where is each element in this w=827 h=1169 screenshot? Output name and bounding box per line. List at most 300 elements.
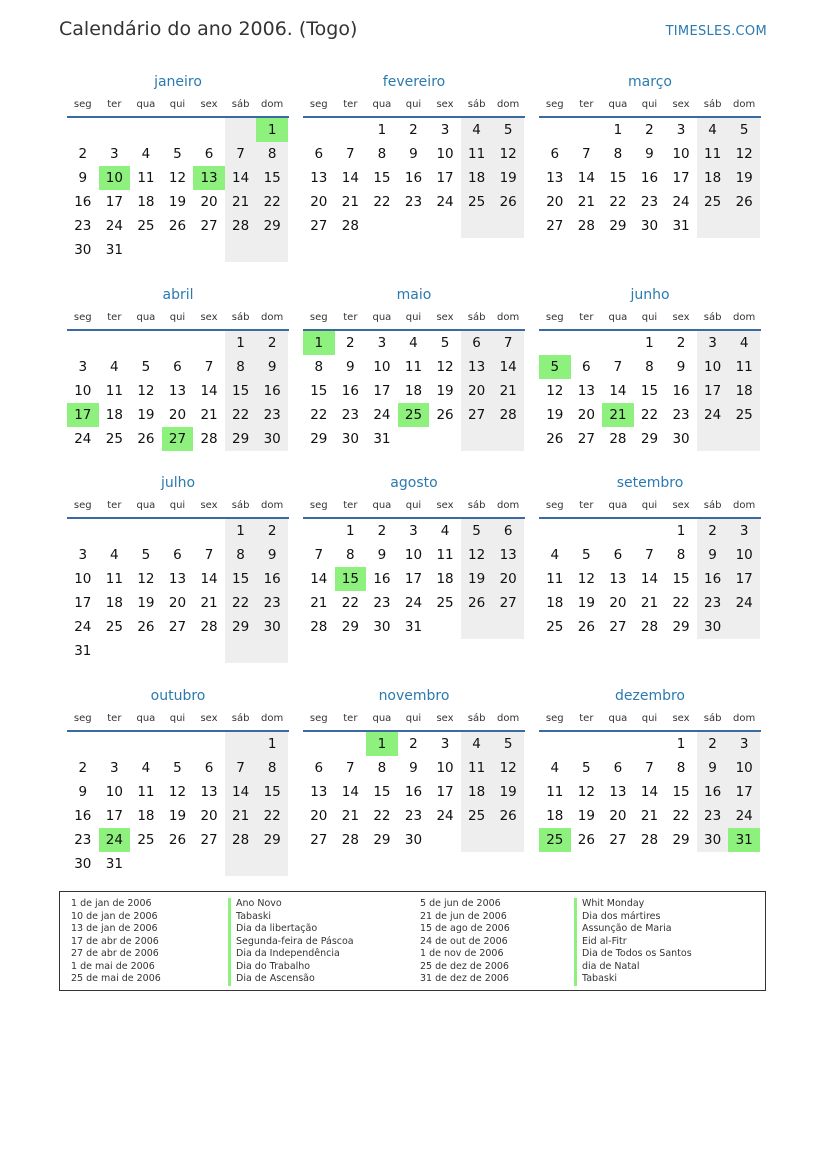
day-cell: 4 xyxy=(461,118,493,142)
weekday-label: sex xyxy=(436,499,454,511)
month-name: abril xyxy=(162,287,194,303)
day-cell: 22 xyxy=(256,804,288,828)
day-cell: 16 xyxy=(672,383,690,399)
month-abril xyxy=(67,285,289,451)
weekday-label: sáb xyxy=(467,311,486,323)
day-cell: 20 xyxy=(609,595,627,611)
empty-cell xyxy=(429,828,461,852)
day-cell: 2 xyxy=(645,122,654,138)
legend-holiday-name: Tabaski xyxy=(574,973,692,986)
day-cell: 17 xyxy=(373,383,391,399)
day-cell: 21 xyxy=(225,190,257,214)
legend-dates-left xyxy=(71,898,161,986)
day-cell: 14 xyxy=(225,166,257,190)
day-cell: 9 xyxy=(676,359,686,375)
day-cell: 8 xyxy=(256,142,288,166)
day-cell: 25 xyxy=(105,431,123,447)
day-cell: 21 xyxy=(640,808,659,824)
empty-cell xyxy=(571,331,603,355)
weekday-label: sáb xyxy=(231,499,250,511)
day-cell: 13 xyxy=(200,784,218,800)
day-cell: 9 xyxy=(78,784,88,800)
day-cell: 15 xyxy=(640,383,659,399)
day-cell: 14 xyxy=(341,784,359,800)
weekday-label: ter xyxy=(107,499,122,511)
empty-cell xyxy=(67,118,99,142)
day-cell: 26 xyxy=(137,431,155,447)
day-cell: 17 xyxy=(105,194,123,210)
weekday-label: sáb xyxy=(703,98,722,110)
weekday-label: sex xyxy=(672,712,690,724)
day-cell: 30 xyxy=(341,431,359,447)
empty-cell xyxy=(193,118,225,142)
day-cell: 24 xyxy=(697,403,729,427)
day-cell: 28 xyxy=(341,218,359,234)
day-cell: 24 xyxy=(436,808,454,824)
day-cell: 24 xyxy=(404,595,423,611)
day-cell: 18 xyxy=(546,595,564,611)
day-cell: 6 xyxy=(314,146,324,162)
day-cell: 22 xyxy=(310,407,328,423)
day-cell: 21 xyxy=(310,595,328,611)
empty-cell xyxy=(398,214,430,238)
weekday-header xyxy=(539,305,761,331)
day-cell: 19 xyxy=(546,407,564,423)
legend-names-right xyxy=(574,898,692,986)
empty-cell xyxy=(461,427,493,451)
day-cell: 27 xyxy=(310,832,328,848)
day-cell: 3 xyxy=(409,523,418,539)
day-cell: 7 xyxy=(204,547,214,563)
day-cell: 5 xyxy=(141,547,151,563)
day-cell: 13 xyxy=(310,784,328,800)
legend-date: 10 de jan de 2006 xyxy=(71,910,158,922)
day-cell: 6 xyxy=(613,547,623,563)
day-cell: 5 xyxy=(492,118,524,142)
day-cell: 16 xyxy=(74,194,92,210)
day-cell: 9 xyxy=(377,547,387,563)
day-cell: 17 xyxy=(436,784,454,800)
empty-cell xyxy=(256,852,288,876)
day-cell: 11 xyxy=(697,142,729,166)
weekday-header xyxy=(303,92,525,118)
weekday-label: qua xyxy=(136,712,156,724)
holiday-day-cell: 1 xyxy=(366,732,398,756)
legend-holiday-name: Eid al-Fitr xyxy=(574,936,692,949)
day-cell: 3 xyxy=(110,146,119,162)
day-cell: 19 xyxy=(492,166,524,190)
empty-cell xyxy=(634,732,666,756)
day-cell: 25 xyxy=(436,595,454,611)
day-cell: 27 xyxy=(609,832,627,848)
day-cell: 15 xyxy=(225,379,257,403)
empty-cell xyxy=(99,331,131,355)
empty-cell xyxy=(492,828,524,852)
weekday-label: sex xyxy=(672,98,690,110)
day-cell: 1 xyxy=(676,736,686,752)
day-cell: 17 xyxy=(697,379,729,403)
day-cell: 2 xyxy=(697,732,729,756)
day-cell: 22 xyxy=(373,194,391,210)
day-cell: 14 xyxy=(200,571,218,587)
day-cell: 29 xyxy=(256,214,288,238)
weekday-label: qui xyxy=(641,98,658,110)
day-cell: 5 xyxy=(173,146,182,162)
day-cell: 17 xyxy=(672,170,690,186)
day-cell: 6 xyxy=(492,519,524,543)
day-cell: 27 xyxy=(492,591,524,615)
legend-names-left xyxy=(228,898,354,986)
holiday-day-cell: 15 xyxy=(335,567,367,591)
day-cell: 19 xyxy=(577,808,595,824)
day-cell: 5 xyxy=(582,547,591,563)
legend-holiday-name: Segunda-feira de Páscoa xyxy=(228,936,354,949)
day-cell: 22 xyxy=(609,194,627,210)
day-cell: 18 xyxy=(137,194,155,210)
day-cell: 3 xyxy=(440,122,450,138)
day-cell: 30 xyxy=(672,431,690,447)
legend-holiday-name: Dia de Todos os Santos xyxy=(574,948,692,961)
day-cell: 2 xyxy=(256,331,288,355)
legend-date: 13 de jan de 2006 xyxy=(71,923,158,934)
empty-cell xyxy=(492,214,524,238)
day-cell: 2 xyxy=(409,122,418,138)
empty-cell xyxy=(539,118,571,142)
day-cell: 24 xyxy=(74,619,92,635)
day-cell: 20 xyxy=(200,194,218,210)
day-cell: 11 xyxy=(137,784,155,800)
day-cell: 13 xyxy=(168,571,187,587)
day-cell: 14 xyxy=(577,170,595,186)
day-cell: 4 xyxy=(141,146,151,162)
day-cell: 11 xyxy=(105,571,123,587)
empty-cell xyxy=(130,732,162,756)
day-cell: 1 xyxy=(225,331,257,355)
day-cell: 5 xyxy=(141,359,151,375)
day-cell: 10 xyxy=(728,756,760,780)
day-cell: 11 xyxy=(105,383,123,399)
day-grid xyxy=(67,732,289,876)
empty-cell xyxy=(99,118,131,142)
day-cell: 5 xyxy=(492,732,524,756)
month-name: novembro xyxy=(378,688,450,704)
day-cell: 28 xyxy=(225,214,257,238)
day-cell: 16 xyxy=(404,170,423,186)
day-cell: 29 xyxy=(256,828,288,852)
legend-date: 1 de mai de 2006 xyxy=(71,960,155,972)
weekday-label: sex xyxy=(200,311,218,323)
day-cell: 3 xyxy=(377,335,387,351)
weekday-label: seg xyxy=(73,499,92,511)
day-cell: 21 xyxy=(200,407,218,423)
empty-cell xyxy=(492,615,524,639)
legend-date: 27 de abr de 2006 xyxy=(71,948,159,959)
weekday-label: ter xyxy=(579,712,594,724)
holiday-day-cell: 13 xyxy=(193,166,225,190)
empty-cell xyxy=(571,732,603,756)
day-cell: 15 xyxy=(310,383,328,399)
day-cell: 19 xyxy=(492,780,524,804)
day-cell: 26 xyxy=(137,619,155,635)
weekday-label: qua xyxy=(136,98,156,110)
day-cell: 20 xyxy=(492,567,524,591)
day-cell: 22 xyxy=(341,595,359,611)
day-cell: 13 xyxy=(310,170,328,186)
day-cell: 26 xyxy=(546,431,564,447)
day-cell: 14 xyxy=(225,780,257,804)
day-cell: 9 xyxy=(409,146,418,162)
day-cell: 18 xyxy=(404,383,423,399)
day-cell: 1 xyxy=(256,732,288,756)
weekday-label: qua xyxy=(136,311,156,323)
day-cell: 31 xyxy=(105,242,123,258)
weekday-label: sáb xyxy=(467,499,486,511)
day-cell: 18 xyxy=(436,571,454,587)
day-cell: 18 xyxy=(105,595,123,611)
day-cell: 14 xyxy=(310,571,328,587)
weekday-header xyxy=(303,706,525,732)
day-cell: 28 xyxy=(609,431,627,447)
day-cell: 13 xyxy=(492,543,524,567)
day-cell: 24 xyxy=(436,194,454,210)
empty-cell xyxy=(162,639,194,663)
day-cell: 18 xyxy=(461,780,493,804)
legend-holiday-name: Tabaski xyxy=(228,911,354,924)
day-cell: 6 xyxy=(613,760,623,776)
day-cell: 2 xyxy=(697,519,729,543)
empty-cell xyxy=(429,615,461,639)
day-cell: 11 xyxy=(436,547,454,563)
day-cell: 13 xyxy=(546,170,564,186)
day-cell: 6 xyxy=(173,359,182,375)
empty-cell xyxy=(99,519,131,543)
day-cell: 29 xyxy=(341,619,359,635)
day-cell: 16 xyxy=(697,780,729,804)
day-cell: 8 xyxy=(676,760,686,776)
weekday-label: ter xyxy=(107,311,122,323)
empty-cell xyxy=(602,519,634,543)
day-cell: 18 xyxy=(546,808,564,824)
day-grid xyxy=(539,331,761,451)
day-cell: 10 xyxy=(697,355,729,379)
day-cell: 25 xyxy=(461,190,493,214)
day-grid xyxy=(303,331,525,451)
day-cell: 25 xyxy=(546,619,564,635)
day-cell: 14 xyxy=(492,355,524,379)
day-cell: 4 xyxy=(110,547,119,563)
empty-cell xyxy=(162,519,194,543)
day-cell: 30 xyxy=(404,832,423,848)
day-cell: 19 xyxy=(168,808,187,824)
day-cell: 29 xyxy=(225,615,257,639)
day-cell: 21 xyxy=(577,194,595,210)
month-novembro xyxy=(303,686,525,852)
day-grid xyxy=(303,519,525,639)
day-cell: 23 xyxy=(404,194,423,210)
weekday-label: ter xyxy=(579,499,594,511)
day-cell: 29 xyxy=(225,427,257,451)
weekday-label: sex xyxy=(672,311,690,323)
weekday-label: seg xyxy=(309,712,328,724)
day-cell: 25 xyxy=(137,218,155,234)
brand-link[interactable]: TIMESLES.COM xyxy=(665,24,767,39)
day-cell: 21 xyxy=(200,595,218,611)
month-name: outubro xyxy=(150,688,206,704)
month-março xyxy=(539,72,761,238)
day-cell: 12 xyxy=(728,142,760,166)
legend-date: 1 de jan de 2006 xyxy=(71,898,152,909)
day-cell: 17 xyxy=(728,780,760,804)
empty-cell xyxy=(461,615,493,639)
weekday-label: sáb xyxy=(467,98,486,110)
day-cell: 13 xyxy=(577,383,595,399)
day-cell: 26 xyxy=(436,407,454,423)
day-cell: 18 xyxy=(728,379,760,403)
empty-cell xyxy=(162,118,194,142)
day-cell: 10 xyxy=(404,547,423,563)
day-grid xyxy=(539,519,761,639)
day-cell: 16 xyxy=(256,567,288,591)
weekday-label: seg xyxy=(309,499,328,511)
month-setembro xyxy=(539,473,761,639)
weekday-label: sex xyxy=(436,712,454,724)
day-cell: 23 xyxy=(256,403,288,427)
day-cell: 8 xyxy=(377,760,387,776)
day-cell: 19 xyxy=(461,567,493,591)
day-cell: 28 xyxy=(492,403,524,427)
day-cell: 2 xyxy=(346,335,355,351)
day-cell: 7 xyxy=(346,146,355,162)
day-cell: 14 xyxy=(200,383,218,399)
weekday-label: sex xyxy=(200,98,218,110)
day-cell: 2 xyxy=(676,335,686,351)
day-cell: 26 xyxy=(168,218,187,234)
day-grid xyxy=(67,331,289,451)
empty-cell xyxy=(162,852,194,876)
day-cell: 30 xyxy=(74,242,92,258)
day-cell: 9 xyxy=(256,543,288,567)
day-cell: 28 xyxy=(310,619,328,635)
weekday-label: seg xyxy=(73,98,92,110)
empty-cell xyxy=(303,732,335,756)
day-cell: 5 xyxy=(728,118,760,142)
holiday-day-cell: 10 xyxy=(99,166,131,190)
empty-cell xyxy=(602,331,634,355)
day-cell: 26 xyxy=(168,832,187,848)
weekday-label: qua xyxy=(608,311,628,323)
holiday-day-cell: 21 xyxy=(602,403,634,427)
day-cell: 16 xyxy=(256,379,288,403)
legend-holiday-name: dia de Natal xyxy=(574,961,692,974)
day-cell: 9 xyxy=(697,756,729,780)
month-name: fevereiro xyxy=(382,74,446,90)
empty-cell xyxy=(398,427,430,451)
weekday-label: dom xyxy=(261,98,284,110)
day-cell: 7 xyxy=(645,547,654,563)
day-cell: 7 xyxy=(204,359,214,375)
day-cell: 24 xyxy=(728,804,760,828)
weekday-label: seg xyxy=(545,98,564,110)
day-cell: 29 xyxy=(640,431,659,447)
day-cell: 9 xyxy=(78,170,88,186)
day-grid xyxy=(303,732,525,852)
empty-cell xyxy=(162,331,194,355)
weekday-header xyxy=(67,305,289,331)
day-cell: 9 xyxy=(645,146,654,162)
empty-cell xyxy=(99,639,131,663)
day-cell: 23 xyxy=(672,407,690,423)
empty-cell xyxy=(571,519,603,543)
day-cell: 12 xyxy=(436,359,454,375)
day-cell: 10 xyxy=(373,359,391,375)
day-cell: 28 xyxy=(200,619,218,635)
empty-cell xyxy=(130,639,162,663)
day-cell: 26 xyxy=(492,804,524,828)
day-cell: 15 xyxy=(672,571,690,587)
day-cell: 7 xyxy=(645,760,654,776)
day-cell: 15 xyxy=(256,780,288,804)
day-cell: 1 xyxy=(613,122,623,138)
holiday-day-cell: 25 xyxy=(539,828,571,852)
weekday-label: qui xyxy=(169,98,186,110)
day-cell: 18 xyxy=(137,808,155,824)
weekday-label: qua xyxy=(608,499,628,511)
day-cell: 19 xyxy=(137,595,155,611)
day-cell: 20 xyxy=(168,595,187,611)
day-cell: 25 xyxy=(105,619,123,635)
day-cell: 1 xyxy=(676,523,686,539)
weekday-label: ter xyxy=(343,712,358,724)
weekday-label: dom xyxy=(733,499,756,511)
weekday-label: ter xyxy=(343,98,358,110)
empty-cell xyxy=(193,331,225,355)
day-cell: 3 xyxy=(728,732,760,756)
month-fevereiro xyxy=(303,72,525,238)
empty-cell xyxy=(492,427,524,451)
day-cell: 4 xyxy=(409,335,418,351)
day-cell: 3 xyxy=(110,760,119,776)
empty-cell xyxy=(225,639,257,663)
empty-cell xyxy=(130,118,162,142)
empty-cell xyxy=(461,828,493,852)
day-cell: 14 xyxy=(341,170,359,186)
weekday-label: sex xyxy=(200,499,218,511)
day-cell: 10 xyxy=(74,571,92,587)
day-cell: 7 xyxy=(613,359,623,375)
empty-cell xyxy=(225,238,257,262)
day-cell: 23 xyxy=(404,808,423,824)
weekday-label: sáb xyxy=(703,311,722,323)
weekday-header xyxy=(539,92,761,118)
empty-cell xyxy=(225,852,257,876)
day-cell: 26 xyxy=(492,190,524,214)
day-cell: 8 xyxy=(225,355,257,379)
day-cell: 24 xyxy=(728,591,760,615)
day-cell: 5 xyxy=(582,760,591,776)
day-cell: 1 xyxy=(377,122,387,138)
day-cell: 29 xyxy=(373,832,391,848)
weekday-label: dom xyxy=(261,499,284,511)
weekday-label: ter xyxy=(343,311,358,323)
day-cell: 22 xyxy=(225,591,257,615)
weekday-label: ter xyxy=(579,98,594,110)
weekday-label: sáb xyxy=(703,712,722,724)
weekday-header xyxy=(303,305,525,331)
day-cell: 30 xyxy=(640,218,659,234)
day-cell: 9 xyxy=(256,355,288,379)
day-cell: 12 xyxy=(492,756,524,780)
day-cell: 29 xyxy=(672,832,690,848)
